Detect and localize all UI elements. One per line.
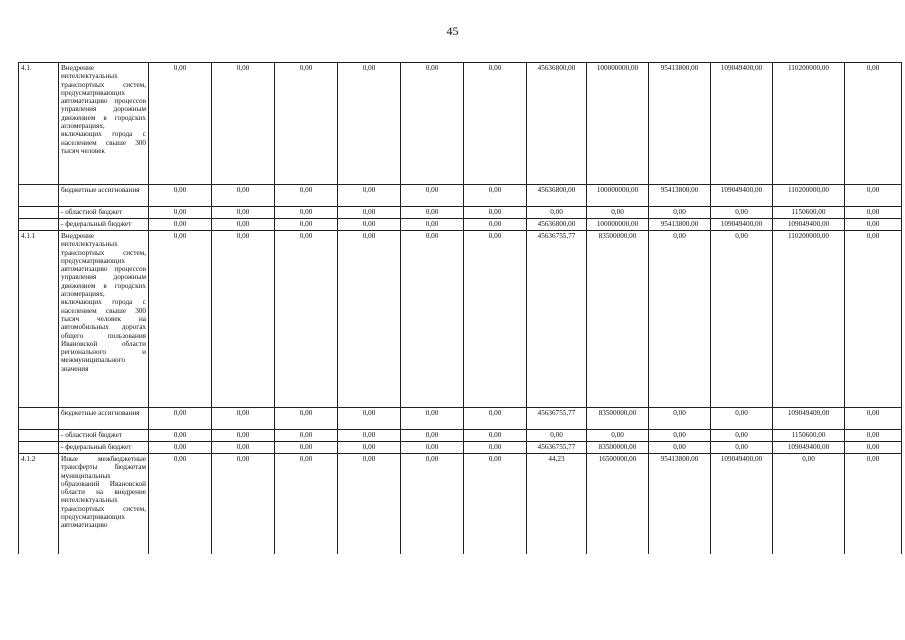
value-cell: 0,00: [401, 430, 464, 442]
table-row: [19, 408, 902, 430]
value-cell: 0,00: [212, 454, 275, 554]
value-cell: 44,23: [527, 454, 587, 554]
value-cell: 0,00: [338, 430, 401, 442]
value-cell: 0,00: [401, 63, 464, 185]
value-cell: 0,00: [275, 63, 338, 185]
value-cell: 110200000,00: [773, 63, 845, 185]
row-description: - областной бюджет: [59, 430, 149, 442]
table-row: [19, 219, 902, 231]
value-cell: 100000000,00: [587, 63, 649, 185]
value-cell: 109049400,00: [711, 185, 773, 207]
value-cell: 0,00: [275, 185, 338, 207]
value-cell: 0,00: [212, 207, 275, 219]
value-cell: 0,00: [338, 454, 401, 554]
value-cell: 45636755,77: [527, 408, 587, 430]
value-cell: 0,00: [845, 430, 902, 442]
table-row: [19, 430, 902, 442]
value-cell: 109049400,00: [773, 442, 845, 454]
value-cell: 0,00: [212, 63, 275, 185]
value-cell: 0,00: [845, 454, 902, 554]
table-row: [19, 454, 902, 554]
value-cell: 0,00: [711, 231, 773, 408]
value-cell: 0,00: [845, 442, 902, 454]
value-cell: 0,00: [149, 408, 212, 430]
value-cell: 0,00: [587, 207, 649, 219]
value-cell: 0,00: [275, 454, 338, 554]
value-cell: 109049400,00: [773, 408, 845, 430]
value-cell: 45636800,00: [527, 185, 587, 207]
row-code: [19, 207, 59, 219]
value-cell: 109049400,00: [773, 219, 845, 231]
value-cell: 0,00: [275, 207, 338, 219]
value-cell: 45636755,77: [527, 442, 587, 454]
row-code: 4.1.2: [19, 454, 59, 554]
value-cell: 0,00: [401, 442, 464, 454]
row-code: [19, 219, 59, 231]
value-cell: 109049400,00: [711, 454, 773, 554]
value-cell: 0,00: [464, 63, 527, 185]
value-cell: 110200000,00: [773, 185, 845, 207]
value-cell: 95413800,00: [649, 454, 711, 554]
value-cell: 0,00: [275, 408, 338, 430]
value-cell: 45636800,00: [527, 219, 587, 231]
table-row: [19, 207, 902, 219]
value-cell: 0,00: [464, 231, 527, 408]
value-cell: 0,00: [338, 442, 401, 454]
value-cell: 0,00: [587, 430, 649, 442]
value-cell: 83500000,00: [587, 231, 649, 408]
value-cell: 0,00: [338, 231, 401, 408]
value-cell: 83500000,00: [587, 442, 649, 454]
value-cell: 0,00: [464, 219, 527, 231]
value-cell: 110200000,00: [773, 231, 845, 408]
value-cell: 45636800,00: [527, 63, 587, 185]
row-code: [19, 442, 59, 454]
value-cell: 0,00: [338, 219, 401, 231]
row-description: - федеральный бюджет: [59, 442, 149, 454]
value-cell: 0,00: [649, 430, 711, 442]
row-code: [19, 430, 59, 442]
value-cell: 0,00: [275, 231, 338, 408]
value-cell: 0,00: [649, 442, 711, 454]
row-description: бюджетные ассигнования: [59, 408, 149, 430]
value-cell: 0,00: [401, 185, 464, 207]
budget-table: [18, 62, 902, 554]
value-cell: 0,00: [845, 408, 902, 430]
value-cell: 0,00: [845, 63, 902, 185]
value-cell: 16500000,00: [587, 454, 649, 554]
value-cell: 0,00: [649, 408, 711, 430]
value-cell: 109049400,00: [711, 219, 773, 231]
value-cell: 0,00: [212, 408, 275, 430]
value-cell: 0,00: [401, 231, 464, 408]
value-cell: 109049400,00: [711, 63, 773, 185]
value-cell: 0,00: [711, 408, 773, 430]
row-description: Внедрение интеллектуальных транспортных систем, предусматривающих автоматизацию процессов управления дорожным движением в городских агломерациях, включающих города с населением свыше 300 тысяч человек на автомобильных дорогах общего пользования Ивановской области регионального и межмуниципального значения: [59, 231, 149, 408]
value-cell: 0,00: [212, 185, 275, 207]
value-cell: 0,00: [527, 430, 587, 442]
value-cell: 0,00: [275, 430, 338, 442]
table-row: [19, 185, 902, 207]
value-cell: 0,00: [711, 207, 773, 219]
value-cell: 0,00: [149, 442, 212, 454]
value-cell: 0,00: [649, 231, 711, 408]
value-cell: 100000000,00: [587, 185, 649, 207]
value-cell: 45636755,77: [527, 231, 587, 408]
row-description: бюджетные ассигнования: [59, 185, 149, 207]
value-cell: 0,00: [212, 430, 275, 442]
value-cell: 0,00: [149, 430, 212, 442]
row-code: [19, 185, 59, 207]
table-row: [19, 442, 902, 454]
row-description: - федеральный бюджет: [59, 219, 149, 231]
value-cell: 0,00: [149, 207, 212, 219]
value-cell: 95413800,00: [649, 63, 711, 185]
value-cell: 0,00: [275, 219, 338, 231]
row-code: 4.1.1: [19, 231, 59, 408]
value-cell: 0,00: [275, 442, 338, 454]
value-cell: 0,00: [464, 408, 527, 430]
value-cell: 0,00: [149, 219, 212, 231]
value-cell: 0,00: [149, 454, 212, 554]
value-cell: 0,00: [338, 63, 401, 185]
row-description: Иные межбюджетные трансферты бюджетам муниципальных образований Ивановской области на внедрение интеллектуальных транспортных систем, предусматривающих автоматизацию: [59, 454, 149, 554]
value-cell: 0,00: [212, 219, 275, 231]
value-cell: 0,00: [649, 207, 711, 219]
value-cell: 0,00: [845, 219, 902, 231]
value-cell: 0,00: [711, 442, 773, 454]
value-cell: 1150600,00: [773, 207, 845, 219]
value-cell: 0,00: [711, 430, 773, 442]
row-code: 4.1.: [19, 63, 59, 185]
value-cell: 0,00: [149, 231, 212, 408]
value-cell: 0,00: [338, 207, 401, 219]
value-cell: 83500000,00: [587, 408, 649, 430]
table-row: [19, 231, 902, 408]
value-cell: 0,00: [845, 207, 902, 219]
value-cell: 95413800,00: [649, 219, 711, 231]
value-cell: 0,00: [464, 185, 527, 207]
value-cell: 0,00: [149, 63, 212, 185]
value-cell: 0,00: [464, 442, 527, 454]
value-cell: 0,00: [401, 408, 464, 430]
value-cell: 0,00: [149, 185, 212, 207]
value-cell: 0,00: [845, 231, 902, 408]
table-row: [19, 63, 902, 185]
value-cell: 95413800,00: [649, 185, 711, 207]
value-cell: 0,00: [464, 207, 527, 219]
value-cell: 1150600,00: [773, 430, 845, 442]
value-cell: 0,00: [401, 207, 464, 219]
value-cell: 0,00: [773, 454, 845, 554]
value-cell: 0,00: [212, 442, 275, 454]
row-description: - областной бюджет: [59, 207, 149, 219]
value-cell: 0,00: [845, 185, 902, 207]
value-cell: 0,00: [212, 231, 275, 408]
value-cell: 0,00: [464, 454, 527, 554]
page-number: 45: [446, 24, 459, 38]
value-cell: 0,00: [338, 185, 401, 207]
value-cell: 0,00: [401, 454, 464, 554]
value-cell: 0,00: [464, 430, 527, 442]
value-cell: 0,00: [527, 207, 587, 219]
row-description: Внедрение интеллектуальных транспортных систем, предусматривающих автоматизацию процессов управления дорожным движением в городских агломерациях, включающих города с населением свыше 300 тысяч человек: [59, 63, 149, 185]
value-cell: 0,00: [338, 408, 401, 430]
value-cell: 0,00: [401, 219, 464, 231]
row-code: [19, 408, 59, 430]
value-cell: 100000000,00: [587, 219, 649, 231]
